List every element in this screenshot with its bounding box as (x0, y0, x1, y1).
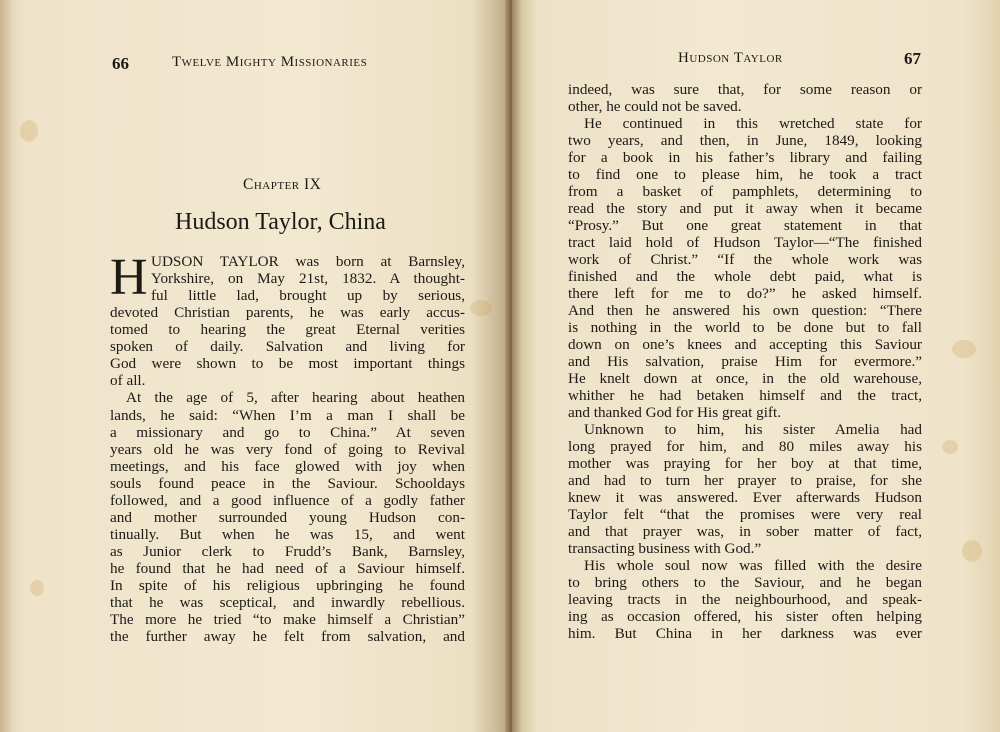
text-line: that he was sceptical, and inwardly rebellious. (110, 594, 465, 611)
foxing-spot (952, 340, 976, 358)
text-line: tinually. But when he was 15, and went (110, 526, 465, 543)
text-line: finished and the whole debt paid, what is (568, 268, 922, 285)
text-line: as Junior clerk to Frudd’s Bank, Barnsley, (110, 543, 465, 560)
text-line: of all. (110, 372, 146, 389)
text-line: is nothing in the world to be done but to fall (568, 319, 922, 336)
foxing-spot (942, 440, 958, 454)
text-line: He continued in this wretched state for (584, 115, 922, 132)
text-line: souls found peace in the Saviour. Schooldays (110, 475, 465, 492)
text-line: work of Christ.” “If the whole work was (568, 251, 922, 268)
text-line: knew it was answered. Ever afterwards Hudson (568, 489, 922, 506)
text-line: and mother surrounded young Hudson con- (110, 509, 465, 526)
text-line: In spite of his religious upbringing he found (110, 577, 465, 594)
text-line: lands, he said: “When I’m a man I shall be (110, 407, 465, 424)
text-line: and that prayer was, in sober matter of fact, (568, 523, 922, 540)
text-line: ing as occasion offered, his sister often helping (568, 608, 922, 625)
text-line: read the story and put it away when it became (568, 200, 922, 217)
page-number: 67 (904, 49, 921, 68)
text-line: followed, and a good influence of a godly father (110, 492, 465, 509)
text-line: indeed, was sure that, for some reason or (568, 81, 922, 98)
text-line: whither he had betaken himself and the tract, (568, 387, 922, 404)
text-line: for a book in his father’s library and failing (568, 149, 922, 166)
text-line: him. But China in her darkness was ever (568, 625, 922, 642)
text-line: Taylor felt “that the promises were very real (568, 506, 922, 523)
text-line: ful little lad, brought up by serious, (151, 287, 465, 304)
text-line: And then he answered his own question: “There (568, 302, 922, 319)
text-line: other, he could not be saved. (568, 98, 742, 115)
text-line: there left for me to do?” he asked himself. (568, 285, 922, 302)
text-line: transacting business with God.” (568, 540, 762, 557)
text-line: leaving tracts in the neighbourhood, and speak- (568, 591, 922, 608)
text-line: years old he was very fond of going to Revival (110, 441, 465, 458)
chapter-heading: Chapter IX (243, 176, 322, 193)
text-line: “Prosy.” But one great statement in that (568, 217, 922, 234)
foxing-spot (20, 120, 38, 142)
text-line: spoken of daily. Salvation and living for (110, 338, 465, 355)
text-line: Unknown to him, his sister Amelia had (584, 421, 922, 438)
text-line: UDSON TAYLOR was born at Barnsley, (151, 253, 465, 270)
text-line: two years, and then, in June, 1849, looking (568, 132, 922, 149)
text-line: Yorkshire, on May 21st, 1832. A thought- (151, 270, 465, 287)
text-line: and had to turn her prayer to praise, for she (568, 472, 922, 489)
text-line: devoted Christian parents, he was early accus- (110, 304, 465, 321)
running-head: Hudson Taylor (678, 50, 783, 66)
text-line: God were shown to be most important things (110, 355, 465, 372)
foxing-spot (30, 580, 44, 596)
text-line: to bring others to the Saviour, and he began (568, 574, 922, 591)
text-line: His whole soul now was filled with the desire (584, 557, 922, 574)
page-number: 66 (112, 54, 129, 73)
text-line: meetings, and his face glowed with joy when (110, 458, 465, 475)
foxing-spot (470, 300, 492, 316)
text-line: he found that he had need of a Saviour himself. (110, 560, 465, 577)
text-line: mother was praying for her boy at that time, (568, 455, 922, 472)
text-line: The more he tried “to make himself a Christian” (110, 611, 465, 628)
running-head: Twelve Mighty Missionaries (172, 54, 368, 70)
text-line: the further away he felt from salvation, and (110, 628, 465, 645)
text-line: He knelt down at once, in the old warehouse, (568, 370, 922, 387)
text-line: At the age of 5, after hearing about heathen (126, 389, 465, 406)
text-line: long prayed for him, and 80 miles away his (568, 438, 922, 455)
foxing-spot (962, 540, 982, 562)
drop-cap: H (110, 249, 148, 306)
chapter-title: Hudson Taylor, China (175, 209, 386, 235)
text-line: from a basket of pamphlets, determining to (568, 183, 922, 200)
text-line: down on one’s knees and accepting this Saviour (568, 336, 922, 353)
text-line: and thanked God for His great gift. (568, 404, 781, 421)
text-line: to find one to please him, he took a tract (568, 166, 922, 183)
text-line: and His salvation, praise Him for evermore.” (568, 353, 922, 370)
text-line: tomed to hearing the great Eternal verities (110, 321, 465, 338)
text-line: a missionary and go to China.” At seven (110, 424, 465, 441)
text-line: tract laid hold of Hudson Taylor—“The finished (568, 234, 922, 251)
